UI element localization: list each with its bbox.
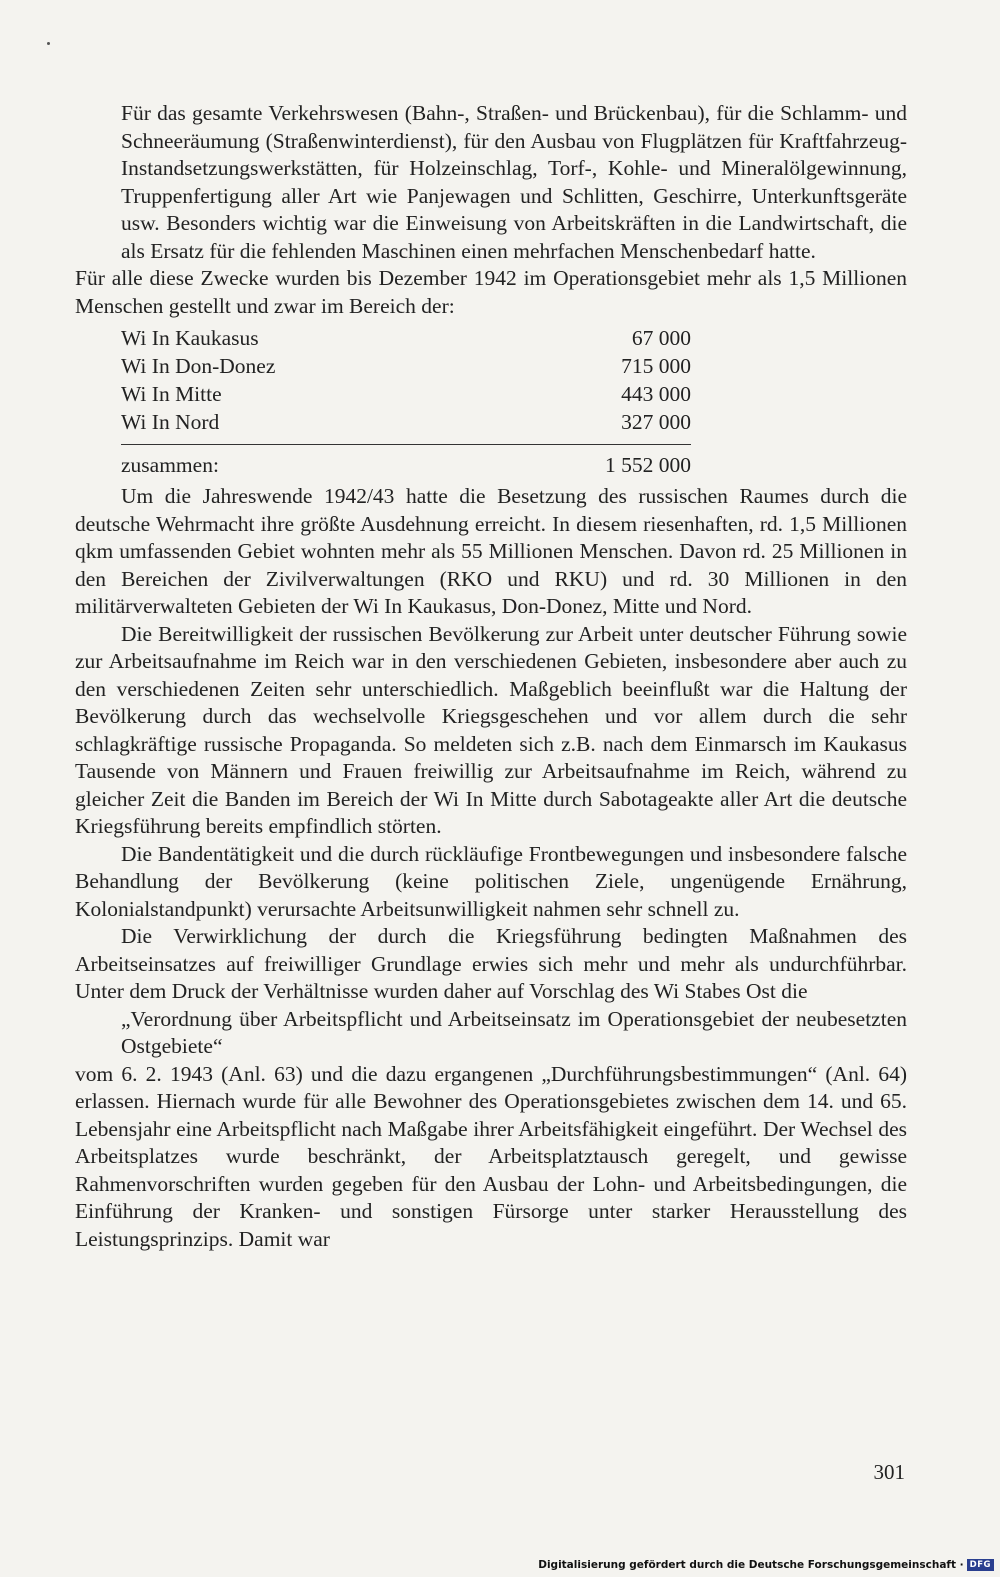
total-value: 1 552 000 [605,453,691,477]
paragraph-regulation: vom 6. 2. 1943 (Anl. 63) und die dazu ergangenen „Durchführungsbestimmungen“ (Anl. 64) erlassen. Hiernach wurde für alle Bewohner des Operationsgebietes zwischen dem 14. und 65. Lebensjahr eine Arbeitspflicht nach Maßgabe ihrer Arbeitsfähigkeit eingeführt. Der Wechsel des Arbeitsplatzes wurde beschränkt, der Arbeitsplatztausch geregelt, und gewisse Rahmenvorschriften wurden gegeben für den Ausbau der Lohn- und Arbeitsbedingungen, die Einführung der Kranken- und sonstigen Fürsorge unter starker Herausstellung des Leistungsprinzips. Damit war [75,1061,907,1251]
row-value: 715 000 [621,354,691,378]
row-label: Wi In Don-Donez [121,354,276,378]
scan-speck [47,42,50,45]
row-value: 443 000 [621,382,691,406]
table-row [121,380,691,408]
paragraph-implementation: Die Verwirklichung der durch die Kriegsführung bedingten Maßnahmen des Arbeitseinsatzes auf freiwilliger Grundlage erwies sich mehr und mehr als undurchführbar. Unter dem Druck der Verhältnisse wurden daher auf Vorschlag des Wi Stabes Ost die [75,924,907,1003]
dfg-logo: DFG [967,1559,994,1571]
row-label: Wi In Mitte [121,382,222,406]
row-value: 327 000 [621,410,691,434]
digitization-footer [538,1559,994,1571]
regulation-title: „Verordnung über Arbeitspflicht und Arbeitseinsatz im Operationsgebiet der neubesetzten Ostgebiete“ [121,1006,907,1058]
paragraph-willingness: Die Bereitwilligkeit der russischen Bevölkerung zur Arbeit unter deutscher Führung sowie zur Arbeitsaufnahme im Reich war in den verschiedenen Gebieten, insbesondere aber auch zu den verschiedenen Zeiten sehr unterschiedlich. Maßgeblich beeinflußt war die Haltung der Bevölkerung durch das wechselvolle Kriegsgeschehen und vor allem durch die sehr schlagkräftige russische Propaganda. So meldeten sich z.B. nach dem Einmarsch im Kaukasus Tausende von Männern und Frauen freiwillig zur Arbeitsaufnahme im Reich, während zu gleicher Zeit die Banden im Bereich der Wi In Mitte durch Sabotageakte aller Art die deutsche Kriegsführung bereits empfindlich störten. [75,621,907,838]
paragraph-turn-of-year: Um die Jahreswende 1942/43 hatte die Besetzung des russischen Raumes durch die deutsche Wehrmacht ihre größte Ausdehnung erreicht. In diesem riesenhaften, rd. 1,5 Millionen qkm umfassenden Gebiet wohnten mehr als 55 Millionen Menschen. Davon rd. 25 Millionen in den Bereichen der Zivilverwaltungen (RKO und RKU) und rd. 30 Millionen in den militärverwalteten Gebieten der Wi In Kaukasus, Don-Donez, Mitte und Nord. [75,484,907,618]
paragraph-transport: Für das gesamte Verkehrswesen (Bahn-, Straßen- und Brückenbau), für die Schlamm- und Schneeräumung (Straßenwinterdienst), für den Ausbau von Flugplätzen für Kraftfahrzeug-Instandsetzungswerkstätten, für Holzeinschlag, Torf-, Kohle- und Mineralölgewinnung, Truppenfertigung aller Art wie Panjewagen und Schlitten, Geschirre, Unterkunftsgeräte usw. Besonders wichtig war die Einweisung von Arbeitskräften in die Landwirtschaft, die als Ersatz für die fehlenden Maschinen einen mehrfachen Menschenbedarf hatte. [121,101,907,263]
body-text [75,100,907,1253]
total-label: zusammen: [121,453,219,477]
table-total-row [121,451,691,479]
paragraph-purposes: Für alle diese Zwecke wurden bis Dezember 1942 im Operationsgebiet mehr als 1,5 Millionen Menschen gestellt und zwar im Bereich der: [75,266,907,318]
workforce-table [121,324,691,479]
table-row [121,324,691,352]
row-label: Wi In Nord [121,410,220,434]
sum-divider [121,444,691,445]
page-number: 301 [873,1460,905,1484]
paragraph-bandits: Die Bandentätigkeit und die durch rückläufige Frontbewegungen und insbesondere falsche Behandlung der Bevölkerung (keine politischen Ziele, ungenügende Ernährung, Kolonialstandpunkt) verursachte Arbeitsunwilligkeit nahmen sehr schnell zu. [75,841,907,921]
row-value: 67 000 [631,326,691,350]
table-row [121,408,691,436]
table-row [121,352,691,380]
footer-text: Digitalisierung gefördert durch die Deutsche Forschungsgemeinschaft · [538,1559,964,1571]
row-label: Wi In Kaukasus [121,326,259,350]
